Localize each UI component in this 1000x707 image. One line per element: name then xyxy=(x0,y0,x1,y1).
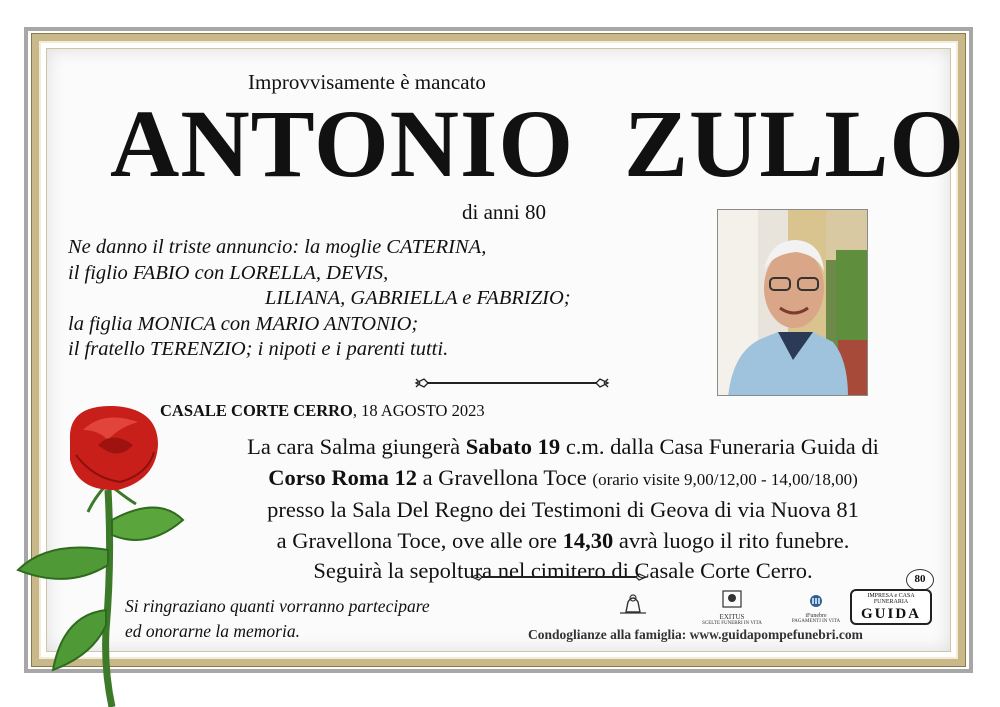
place-town: CASALE CORTE CERRO xyxy=(160,401,353,420)
thanks-line: ed onorarne la memoria. xyxy=(125,621,300,641)
exitus-logo xyxy=(694,590,770,626)
details-text: a Gravellona Toce, ove alle ore xyxy=(276,527,563,553)
announcement-line: LILIANA, GABRIELLA e FABRIZIO; xyxy=(265,287,571,309)
details-text: c.m. dalla Casa Funeraria Guida di xyxy=(560,434,879,459)
details-bold: 14,30 xyxy=(562,527,614,553)
pagamenti-name: iFunebre xyxy=(805,613,827,619)
deceased-name: ANTONIO ZULLO xyxy=(110,90,966,197)
details-text: avrà luogo il rito funebre. xyxy=(613,527,850,553)
details-line: presso la Sala Del Regno dei Testimoni di Geova di via Nuova 81 xyxy=(267,497,859,522)
ornament-divider-bottom xyxy=(470,571,648,583)
details-text: a Gravellona Toce xyxy=(416,464,593,490)
pagamenti-logo xyxy=(784,594,848,624)
details-bold: Sabato 19 xyxy=(465,434,561,459)
visiting-hours: (orario visite 9,00/12,00 - 14,00/18,00) xyxy=(592,469,858,489)
pagamenti-emblem-icon xyxy=(807,594,825,608)
announcement-line: Ne danno il triste annuncio: la moglie CATERINA, xyxy=(68,236,487,258)
intro-text: Improvvisamente è mancato xyxy=(248,70,486,94)
guida-top-label: IMPRESA e CASA FUNERARIA xyxy=(867,593,915,605)
rose-icon xyxy=(8,400,188,707)
guida-name: GUIDA xyxy=(860,606,921,622)
announcement-line: il fratello TERENZIO; i nipoti e i parenti tutti. xyxy=(68,338,449,360)
condolences-link[interactable]: Condoglianze alla famiglia: www.guidapompefunebri.com xyxy=(528,627,863,642)
place-date-value: , 18 AGOSTO 2023 xyxy=(352,401,485,420)
details-line xyxy=(178,526,948,557)
thanks-line: Si ringraziano quanti vorranno partecipare xyxy=(125,596,430,616)
announcement-line: la figlia MONICA con MARIO ANTONIO; xyxy=(68,312,419,335)
portrait-photo xyxy=(717,209,868,396)
age-text: di anni 80 xyxy=(462,200,546,224)
place-date xyxy=(160,401,485,421)
details-text: La cara Salma giungerà xyxy=(247,434,466,459)
announcement-line: il figlio FABIO con LORELLA, DEVIS, xyxy=(68,261,389,284)
anniversary-badge: 80 xyxy=(906,569,934,591)
cremation-emblem-icon xyxy=(596,592,670,616)
announcement-block xyxy=(68,235,571,363)
exitus-emblem-icon xyxy=(720,590,744,608)
details-line xyxy=(178,432,948,463)
details-bold: Corso Roma 12 xyxy=(268,464,417,490)
details-line xyxy=(178,463,948,496)
details-line: Seguirà la sepoltura nel cimitero di Casale Corte Cerro. xyxy=(313,558,813,583)
cremation-logo xyxy=(596,592,670,621)
funeral-details xyxy=(178,432,948,587)
pagamenti-sub: PAGAMENTI IN VITA xyxy=(791,619,841,624)
ornament-divider xyxy=(414,376,610,390)
exitus-name: EXITUS xyxy=(719,613,745,621)
exitus-sub: SCELTE FUNEBRI IN VITA xyxy=(702,621,762,626)
guida-logo xyxy=(850,589,932,625)
